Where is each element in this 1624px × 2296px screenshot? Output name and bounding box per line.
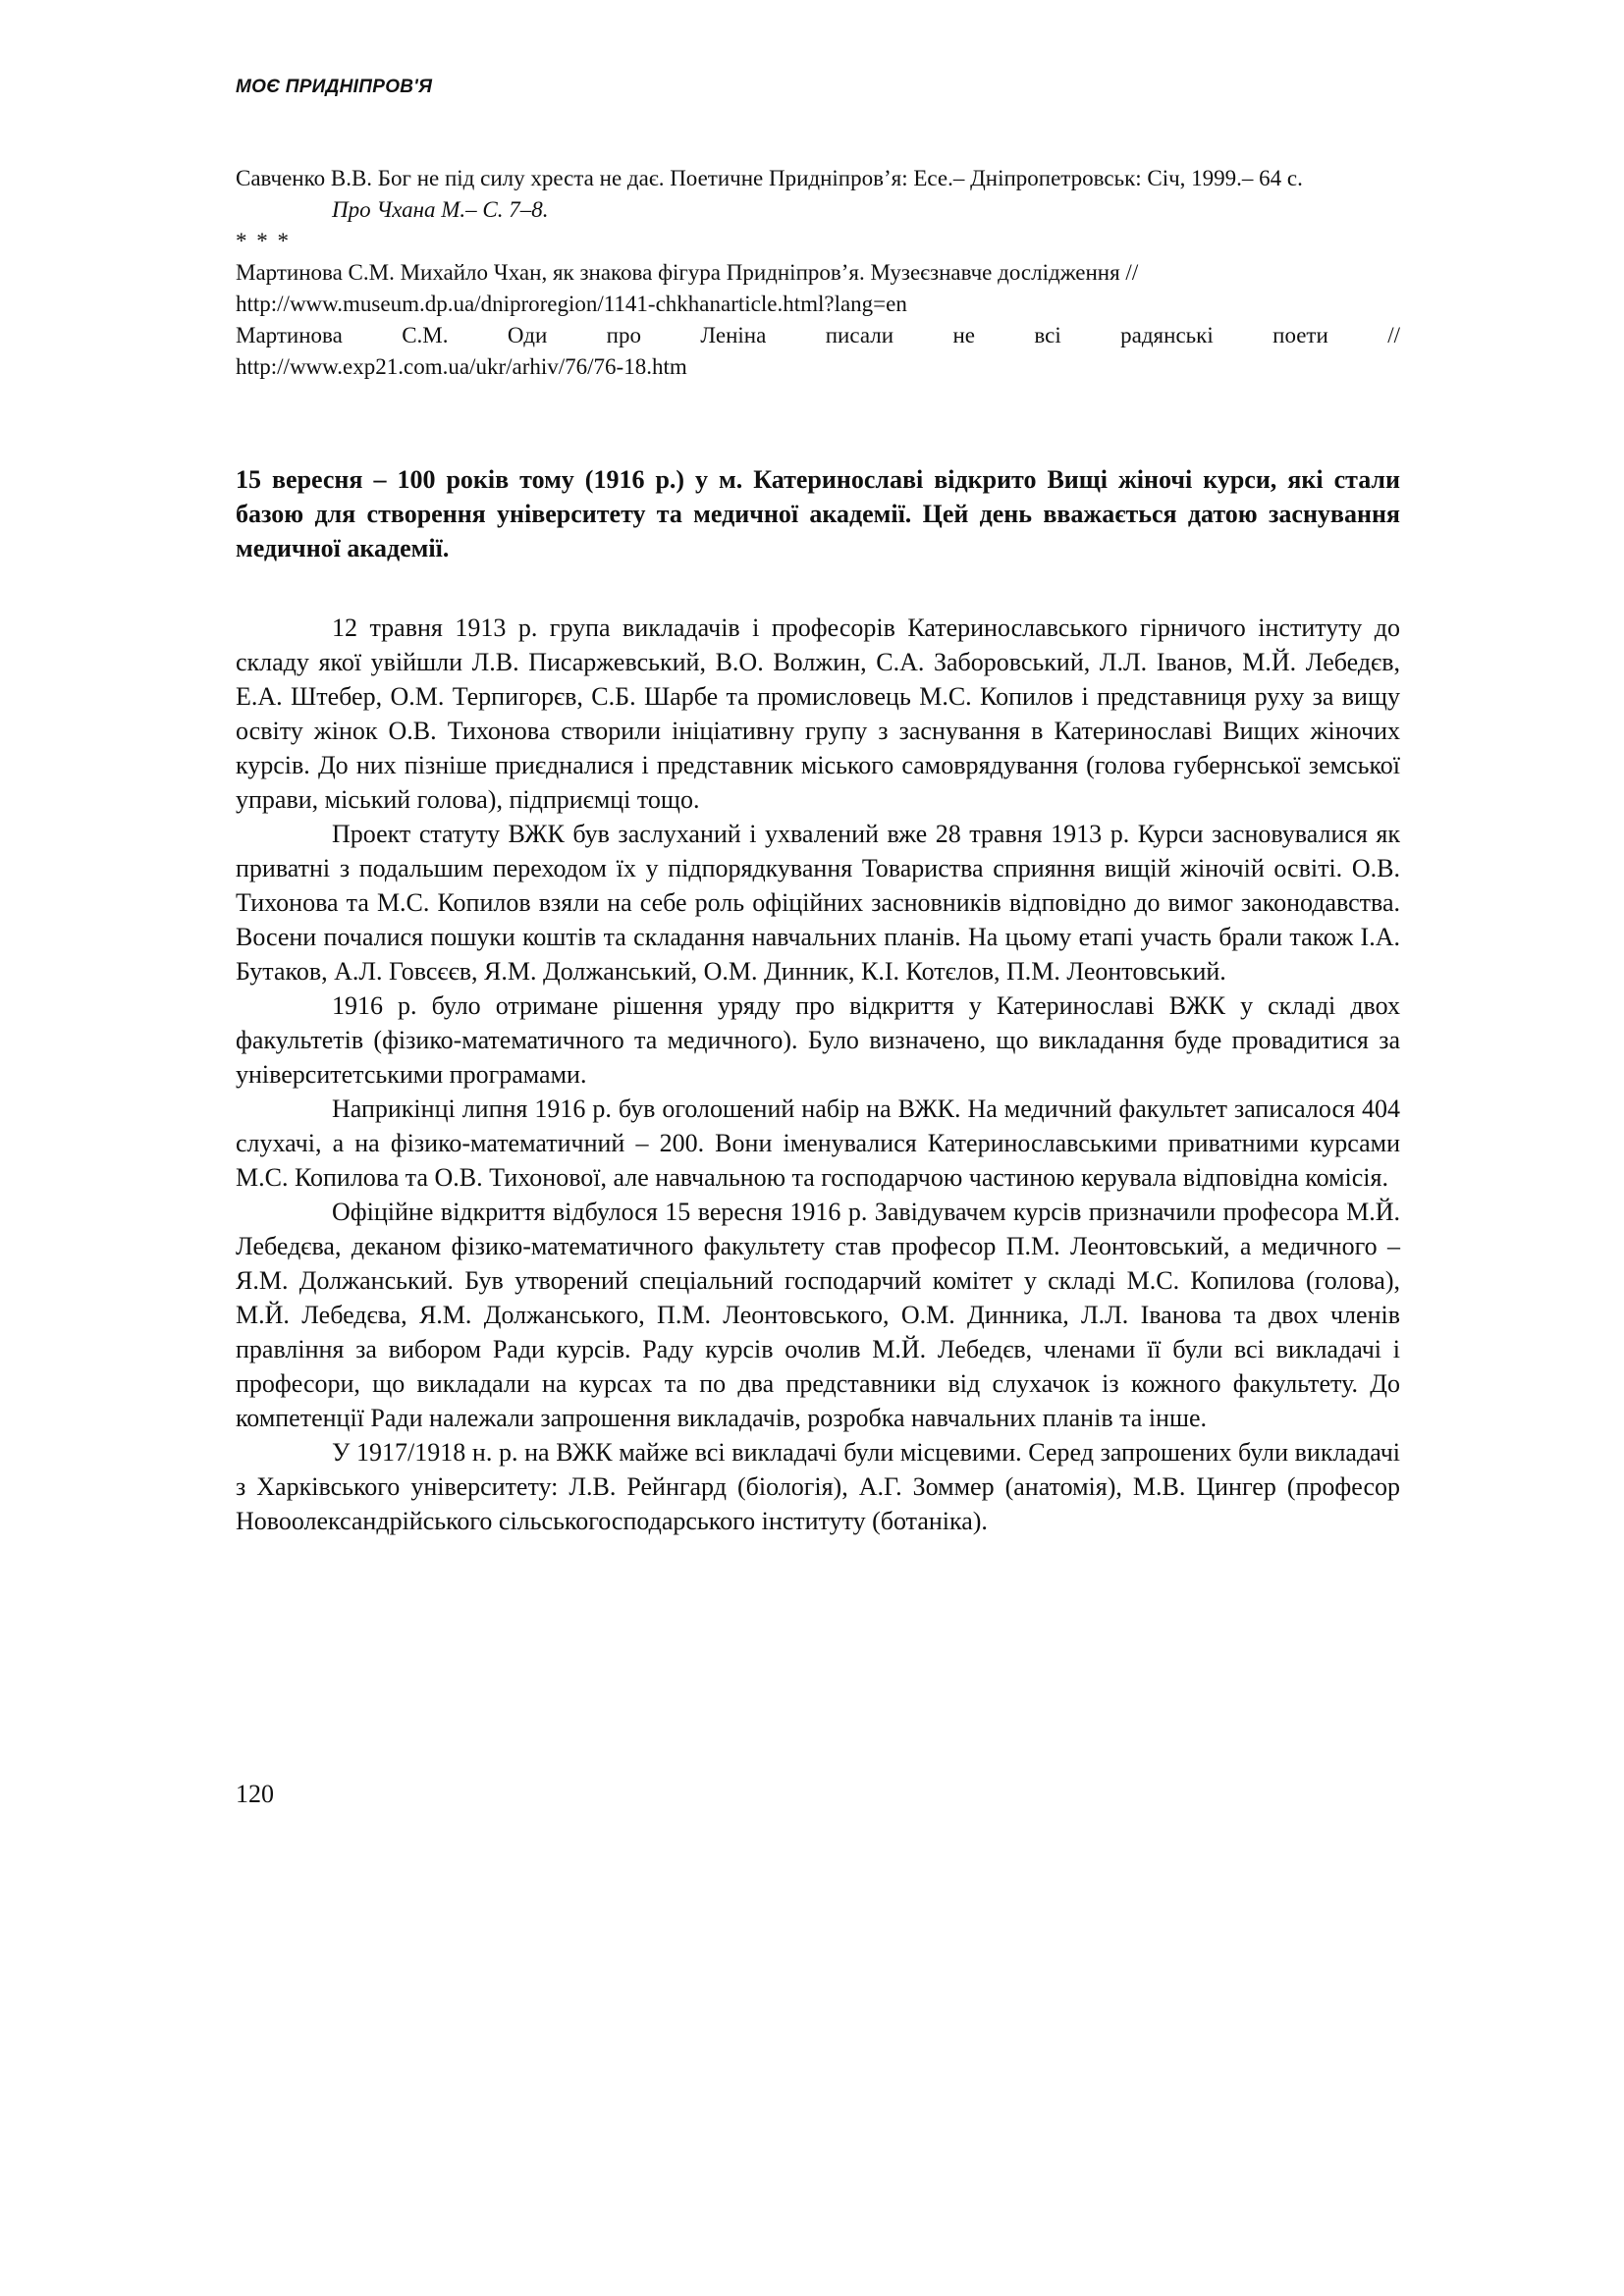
article-body xyxy=(236,611,1400,1538)
article-paragraph: Наприкінці липня 1916 р. був оголошений набір на ВЖК. На медичний факультет записалося 404 слухачі, а на фізико-математичний – 200. Вони іменувалися Катеринославськими приватними курсами М.С. Копилова та О.В. Тихонової, але навчальною та господарчою частиною керувала відповідна комісія. xyxy=(236,1095,1400,1192)
page-number: 120 xyxy=(236,1780,274,1808)
article-headline: 15 вересня – 100 років тому (1916 р.) у м. Катеринославі відкрито Вищі жіночі курси, які стали базою для створення університету та медичної академії. Цей день вважається датою заснування медичної академії. xyxy=(236,465,1400,562)
article-paragraph: 1916 р. було отримане рішення уряду про відкриття у Катеринославі ВЖК у складі двох факультетів (фізико-математичного та медичного). Було визначено, що викладання буде провадитися за університетськими програмами. xyxy=(236,991,1400,1089)
bibliography-url: http://www.museum.dp.ua/dniproregion/1141-chkhanarticle.html?lang=en xyxy=(236,292,907,316)
bibliography-entry: Мартинова С.М. Оди про Леніна писали не всі радянські поети // xyxy=(236,323,1400,347)
bibliography-note: Про Чхана М.– С. 7–8. xyxy=(332,197,549,222)
article-paragraph: 12 травня 1913 р. група викладачів і професорів Катеринославського гірничого інституту до складу якої увійшли Л.В. Писаржевський, В.О. Волжин, С.А. Заборовський, Л.Л. Іванов, М.Й. Лебедєв, Е.А. Штебер, О.М. Терпигорєв, С.Б. Шарбе та промисловець М.С. Копилов і представниця руху за вищу освіту жінок О.В. Тихонова створили ініціативну групу з заснування в Катеринославі Вищих жіночих курсів. До них пізніше приєдналися і представник міського самоврядування (голова губернської земської управи, міський голова), підприємці тощо. xyxy=(236,614,1400,814)
bibliography-entry: Мартинова С.М. Михайло Чхан, як знакова фігура Придніпров’я. Музеєзнавче дослідження // xyxy=(236,260,1139,285)
bibliography-url: http://www.exp21.com.ua/ukr/arhiv/76/76-18.htm xyxy=(236,354,687,379)
section-separator: * * * xyxy=(236,229,291,253)
document-page xyxy=(236,77,1400,1538)
bibliography-entry: Савченко В.В. Бог не під силу хреста не дає. Поетичне Придніпров’я: Есе.– Дніпропетровськ: Січ, 1999.– 64 с. xyxy=(236,166,1303,190)
article-paragraph: Проект статуту ВЖК був заслуханий і ухвалений вже 28 травня 1913 р. Курси засновувалися як приватні з подальшим переходом їх у підпорядкування Товариства сприяння вищій жіночій освіті. О.В. Тихонова та М.С. Копилов взяли на себе роль офіційних засновників відповідно до вимог законодавства. Восени почалися пошуки коштів та складання навчальних планів. На цьому етапі участь брали також І.А. Бутаков, А.Л. Говсєєв, Я.М. Должанський, О.М. Динник, К.І. Котєлов, П.М. Леонтовський. xyxy=(236,820,1400,986)
running-head: МОЄ ПРИДНІПРОВ'Я xyxy=(236,77,433,97)
bibliography xyxy=(236,163,1400,383)
article-paragraph: У 1917/1918 н. р. на ВЖК майже всі викладачі були місцевими. Серед запрошених були викладачі з Харківського університету: Л.В. Рейнгард (біологія), А.Г. Зоммер (анатомія), М.В. Цингер (професор Новоолександрійського сільськогосподарського інституту (ботаніка). xyxy=(236,1438,1400,1535)
article-paragraph: Офіційне відкриття відбулося 15 вересня 1916 р. Завідувачем курсів призначили професора М.Й. Лебедєва, деканом фізико-математичного факультету став професор П.М. Леонтовський, а медичного – Я.М. Должанський. Був утворений спеціальний господарчий комітет у складі М.С. Копилова (голова), М.Й. Лебедєва, Я.М. Должанського, П.М. Леонтовського, О.М. Динника, Л.Л. Іванова та двох членів правління за вибором Ради курсів. Раду курсів очолив М.Й. Лебедєв, членами її були всі викладачі і професори, що викладали на курсах та по два представники від слухачок із кожного факультету. До компетенції Ради належали запрошення викладачів, розробка навчальних планів та інше. xyxy=(236,1198,1400,1432)
